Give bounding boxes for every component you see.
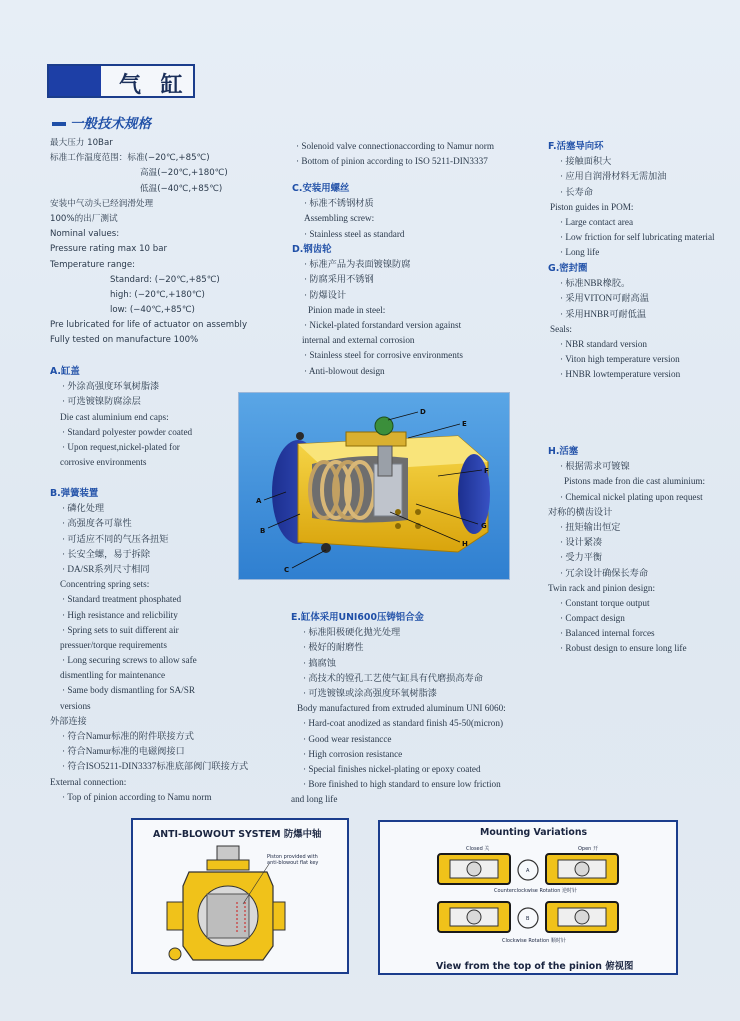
section-e-line: · 搞腐蚀 (303, 657, 336, 668)
spec-line: 标准工作温度范围：标准(−20℃,+85℃) (50, 153, 210, 164)
section-e-line: Body manufactured from extruded aluminum UNI 6060: (297, 703, 506, 714)
section-b-line: External connection: (50, 776, 127, 787)
right-lug (273, 902, 285, 930)
pinion-top-plate (346, 432, 406, 446)
section-b-line: · 符合Namur标准的附件联接方式 (62, 731, 194, 741)
callout-h: H (462, 540, 468, 548)
actuator-view-closed-a (438, 854, 510, 884)
section-d-line: · 防腐采用不锈钢 (304, 274, 374, 285)
section-e-line: · Hard-coat anodized as standard finish 45-50(micron) (303, 718, 504, 729)
section-b-line: Concentring spring sets: (60, 579, 150, 590)
section-h-line: · 扭矩输出恒定 (560, 521, 621, 532)
section-e-line: · High corrosion resistance (303, 748, 403, 759)
spec-line: high: (−20℃,+180℃) (110, 289, 205, 300)
section-title (52, 112, 151, 132)
section-b-line: · Standard treatment phosphated (62, 594, 182, 605)
column-2-top (296, 139, 494, 169)
section-e-line: · Special finishes nickel-plating or epoxy coated (303, 763, 481, 774)
section-b (50, 486, 248, 805)
section-h-line: · Compact design (560, 613, 625, 624)
section-g-line: Seals: (550, 323, 572, 334)
section-e-line: · Good wear resistancce (303, 733, 392, 744)
actuator-view-open-a (546, 854, 618, 884)
section-a (50, 364, 192, 470)
section-g-line: · HNBR lowtemperature version (560, 369, 681, 380)
section-g-line: · 标准NBR橡胶。 (560, 278, 631, 289)
section-h-line: · 冗余设计确保长寿命 (560, 567, 649, 578)
mounting-footer: View from the top of the pinion 俯视图 (436, 961, 634, 972)
section-g-heading: G.密封圈 (548, 263, 588, 274)
section-b-line: 外部连接 (50, 715, 87, 726)
section-e-line: · 标准阳极硬化抛光处理 (303, 627, 401, 638)
actuator-view-closed-b (438, 902, 510, 932)
actuator-cutaway-figure (238, 392, 510, 580)
section-b-line: · 高强度各可靠性 (62, 518, 132, 529)
section-f (548, 139, 715, 261)
spec-line: 高温(−20℃,+180℃) (140, 168, 228, 179)
general-specs (50, 136, 247, 349)
spec-line: 低温(−40℃,+85℃) (140, 183, 223, 194)
section-e-heading: E.缸体采用UNI600压铸铝合金 (291, 612, 424, 623)
section-e-line: · 极好的耐磨性 (303, 642, 364, 653)
callout-c: C (284, 566, 290, 574)
variation-b-label: B (526, 916, 530, 922)
col2-line: · Bottom of pinion according to ISO 5211-DIN3337 (296, 156, 488, 167)
page-title: 气 缸 (119, 73, 189, 98)
left-lug (167, 902, 183, 930)
section-e-line: · Bore finished to high standard to ensure low friction (303, 779, 501, 790)
section-h-line: · 根据需求可镀镍 (560, 461, 630, 472)
anti-blowout-title: ANTI-BLOWOUT SYSTEM 防爆中轴 (153, 829, 322, 840)
section-g-line: · 采用HNBR可耐低温 (560, 308, 647, 319)
shaft-top (217, 846, 239, 860)
bottom-lug (169, 948, 181, 960)
section-f-line: · 应用自润滑材料无需加油 (560, 171, 667, 182)
anti-blowout-note-2: anti-blowout flat key (267, 860, 319, 866)
section-d-line: · Nickel-plated forstandard version against (304, 319, 462, 330)
section-b-line: · 长安全螺，易于拆除 (62, 548, 151, 559)
section-g-line: · Viton high temperature version (560, 354, 680, 365)
section-a-line: Die cast aluminium end caps: (60, 411, 169, 422)
section-b-line: · Top of pinion according to Namu norm (62, 791, 212, 802)
callout-e: E (462, 420, 467, 428)
closed-label: Closed 关 (466, 846, 490, 852)
section-b-line: · 可适应不同的气压各扭矩 (62, 533, 169, 544)
variation-a-label: A (526, 868, 530, 874)
section-b-line: · DA/SR系列尺寸相同 (62, 563, 150, 574)
section-f-line: · 接触面积大 (560, 156, 612, 167)
section-d (292, 242, 463, 379)
section-h-line: · 设计紧凑 (560, 537, 603, 548)
spec-line: Fully tested on manufacture 100% (50, 335, 199, 346)
section-h-line: · Constant torque output (560, 597, 650, 608)
section-d-line: · 防爆设计 (304, 289, 347, 300)
section-d-line: · Anti-blowout design (304, 365, 385, 376)
section-c-line: Assembling screw: (304, 213, 375, 224)
section-f-heading: F.活塞导向环 (548, 141, 604, 152)
section-f-line: · Long life (560, 247, 600, 258)
spec-line: Temperature range: (50, 259, 136, 270)
callout-b: B (260, 527, 266, 535)
section-a-line: · 外涂高强度环氧树脂漆 (62, 381, 160, 392)
section-b-line: · High resistance and relicbility (62, 609, 178, 620)
section-a-heading: A.缸盖 (50, 366, 80, 377)
pinion-core (207, 894, 249, 938)
mounting-title: Mounting Variations (480, 827, 588, 838)
spec-line: 最大压力 10Bar (50, 138, 113, 148)
spec-line: 100%的出厂测试 (50, 213, 118, 224)
section-g (548, 261, 680, 383)
section-b-line: · 符合Namur标准的电磁阀接口 (62, 746, 185, 757)
mounting-variations-panel (378, 820, 678, 975)
section-b-heading: B.弹簧装置 (50, 488, 99, 499)
callout-g: G (481, 522, 487, 530)
section-c-line: · 标准不锈钢材质 (304, 198, 374, 209)
section-b-line: · Same body dismantling for SA/SR (62, 685, 195, 696)
section-c-heading: C.安装用螺丝 (292, 183, 350, 194)
end-cap-screw (296, 432, 304, 440)
section-h-line: · Chemical nickel plating upon request (560, 491, 703, 502)
section-c (292, 181, 405, 242)
section-b-line: pressuer/torque requirements (60, 639, 167, 650)
section-h-heading: H.活塞 (548, 446, 579, 457)
section-d-line: · 标准产品为表面镀镍防腐 (304, 259, 411, 270)
anti-blowout-panel (131, 818, 349, 974)
section-h-line: Pistons made fron die cast aluminium: (564, 476, 706, 487)
section-a-line: · Standard polyester powder coated (62, 426, 193, 437)
shaft-collar (207, 860, 249, 870)
open-label: Open 开 (578, 846, 598, 852)
section-h-line: · Balanced internal forces (560, 628, 655, 639)
title-accent-block (49, 66, 101, 96)
section-a-line: · Upon request,nickel-plated for (62, 441, 180, 452)
section-a-line: corrosive environments (60, 457, 147, 468)
mounting-diagram (380, 840, 676, 960)
anti-blowout-note-1: Piston provided with (267, 854, 318, 860)
section-e (291, 610, 506, 807)
section-d-heading: D.钢齿轮 (292, 244, 332, 255)
section-g-line: · 采用VITON可耐高温 (560, 293, 649, 304)
section-h-line: 对称的横齿设计 (548, 506, 613, 517)
section-d-line: internal and external corrosion (302, 335, 415, 346)
callout-d: D (420, 408, 426, 416)
section-b-line: · 符合ISO5211-DIN3337标准底部阀门联接方式 (62, 761, 249, 772)
section-f-line: · Low friction for self lubricating material (560, 232, 715, 243)
section-b-line: · Spring sets to suit different air (62, 624, 179, 635)
spec-line: Pre lubricated for life of actuator on assembly (50, 320, 248, 331)
section-c-line: · Stainless steel as standard (304, 228, 405, 239)
col2-line: · Solenoid valve connectionaccording to Namur norm (296, 141, 494, 151)
section-e-line: and long life (291, 794, 338, 805)
section-f-line: Piston guides in POM: (550, 201, 634, 212)
section-b-line: dismentling for maintenance (60, 670, 166, 681)
section-b-line: versions (60, 700, 91, 711)
callout-a: A (256, 497, 262, 505)
section-h-line: Twin rack and pinion design: (548, 582, 656, 593)
spec-line: Pressure rating max 10 bar (50, 244, 167, 255)
section-e-line: · 高技术的镗孔工艺使气缸具有代磨损高寿命 (303, 672, 483, 683)
section-b-line: · 磷化处理 (62, 503, 105, 514)
actuator-view-open-b (546, 902, 618, 932)
section-d-line: Pinion made in steel: (308, 304, 386, 315)
section-a-line: · 可选镀镍防腐涂层 (62, 396, 141, 407)
section-title-text: 一般技术规格 (70, 116, 151, 132)
pinion-shaft (378, 446, 392, 476)
section-f-line: · Large contact area (560, 216, 634, 227)
spec-line: Nominal values: (50, 229, 120, 240)
section-h (548, 444, 705, 657)
spec-line: low: (−40℃,+85℃) (110, 305, 195, 316)
section-h-line: · Robust design to ensure long life (560, 643, 687, 654)
title-box (47, 64, 195, 98)
section-g-line: · NBR standard version (560, 338, 648, 349)
anti-blowout-diagram (137, 842, 343, 970)
section-e-line: · 可选镀镍或涂高强度环氧树脂漆 (303, 687, 437, 698)
section-d-line: · Stainless steel for corrosive environments (304, 350, 463, 361)
section-title-bar (52, 122, 66, 126)
spec-line: 安装中气动头已经润滑处理 (50, 198, 154, 209)
section-f-line: · 长寿命 (560, 186, 593, 197)
callout-f: F (484, 467, 489, 475)
cw-rotation-label: Clockwise Rotation 顺时针 (502, 938, 566, 944)
section-h-line: · 受力平衡 (560, 552, 603, 563)
section-b-line: · Long securing screws to allow safe (62, 655, 197, 666)
spec-line: Standard: (−20℃,+85℃) (110, 274, 220, 285)
ccw-rotation-label: Counterclockwise Rotation 逆时针 (494, 888, 577, 894)
